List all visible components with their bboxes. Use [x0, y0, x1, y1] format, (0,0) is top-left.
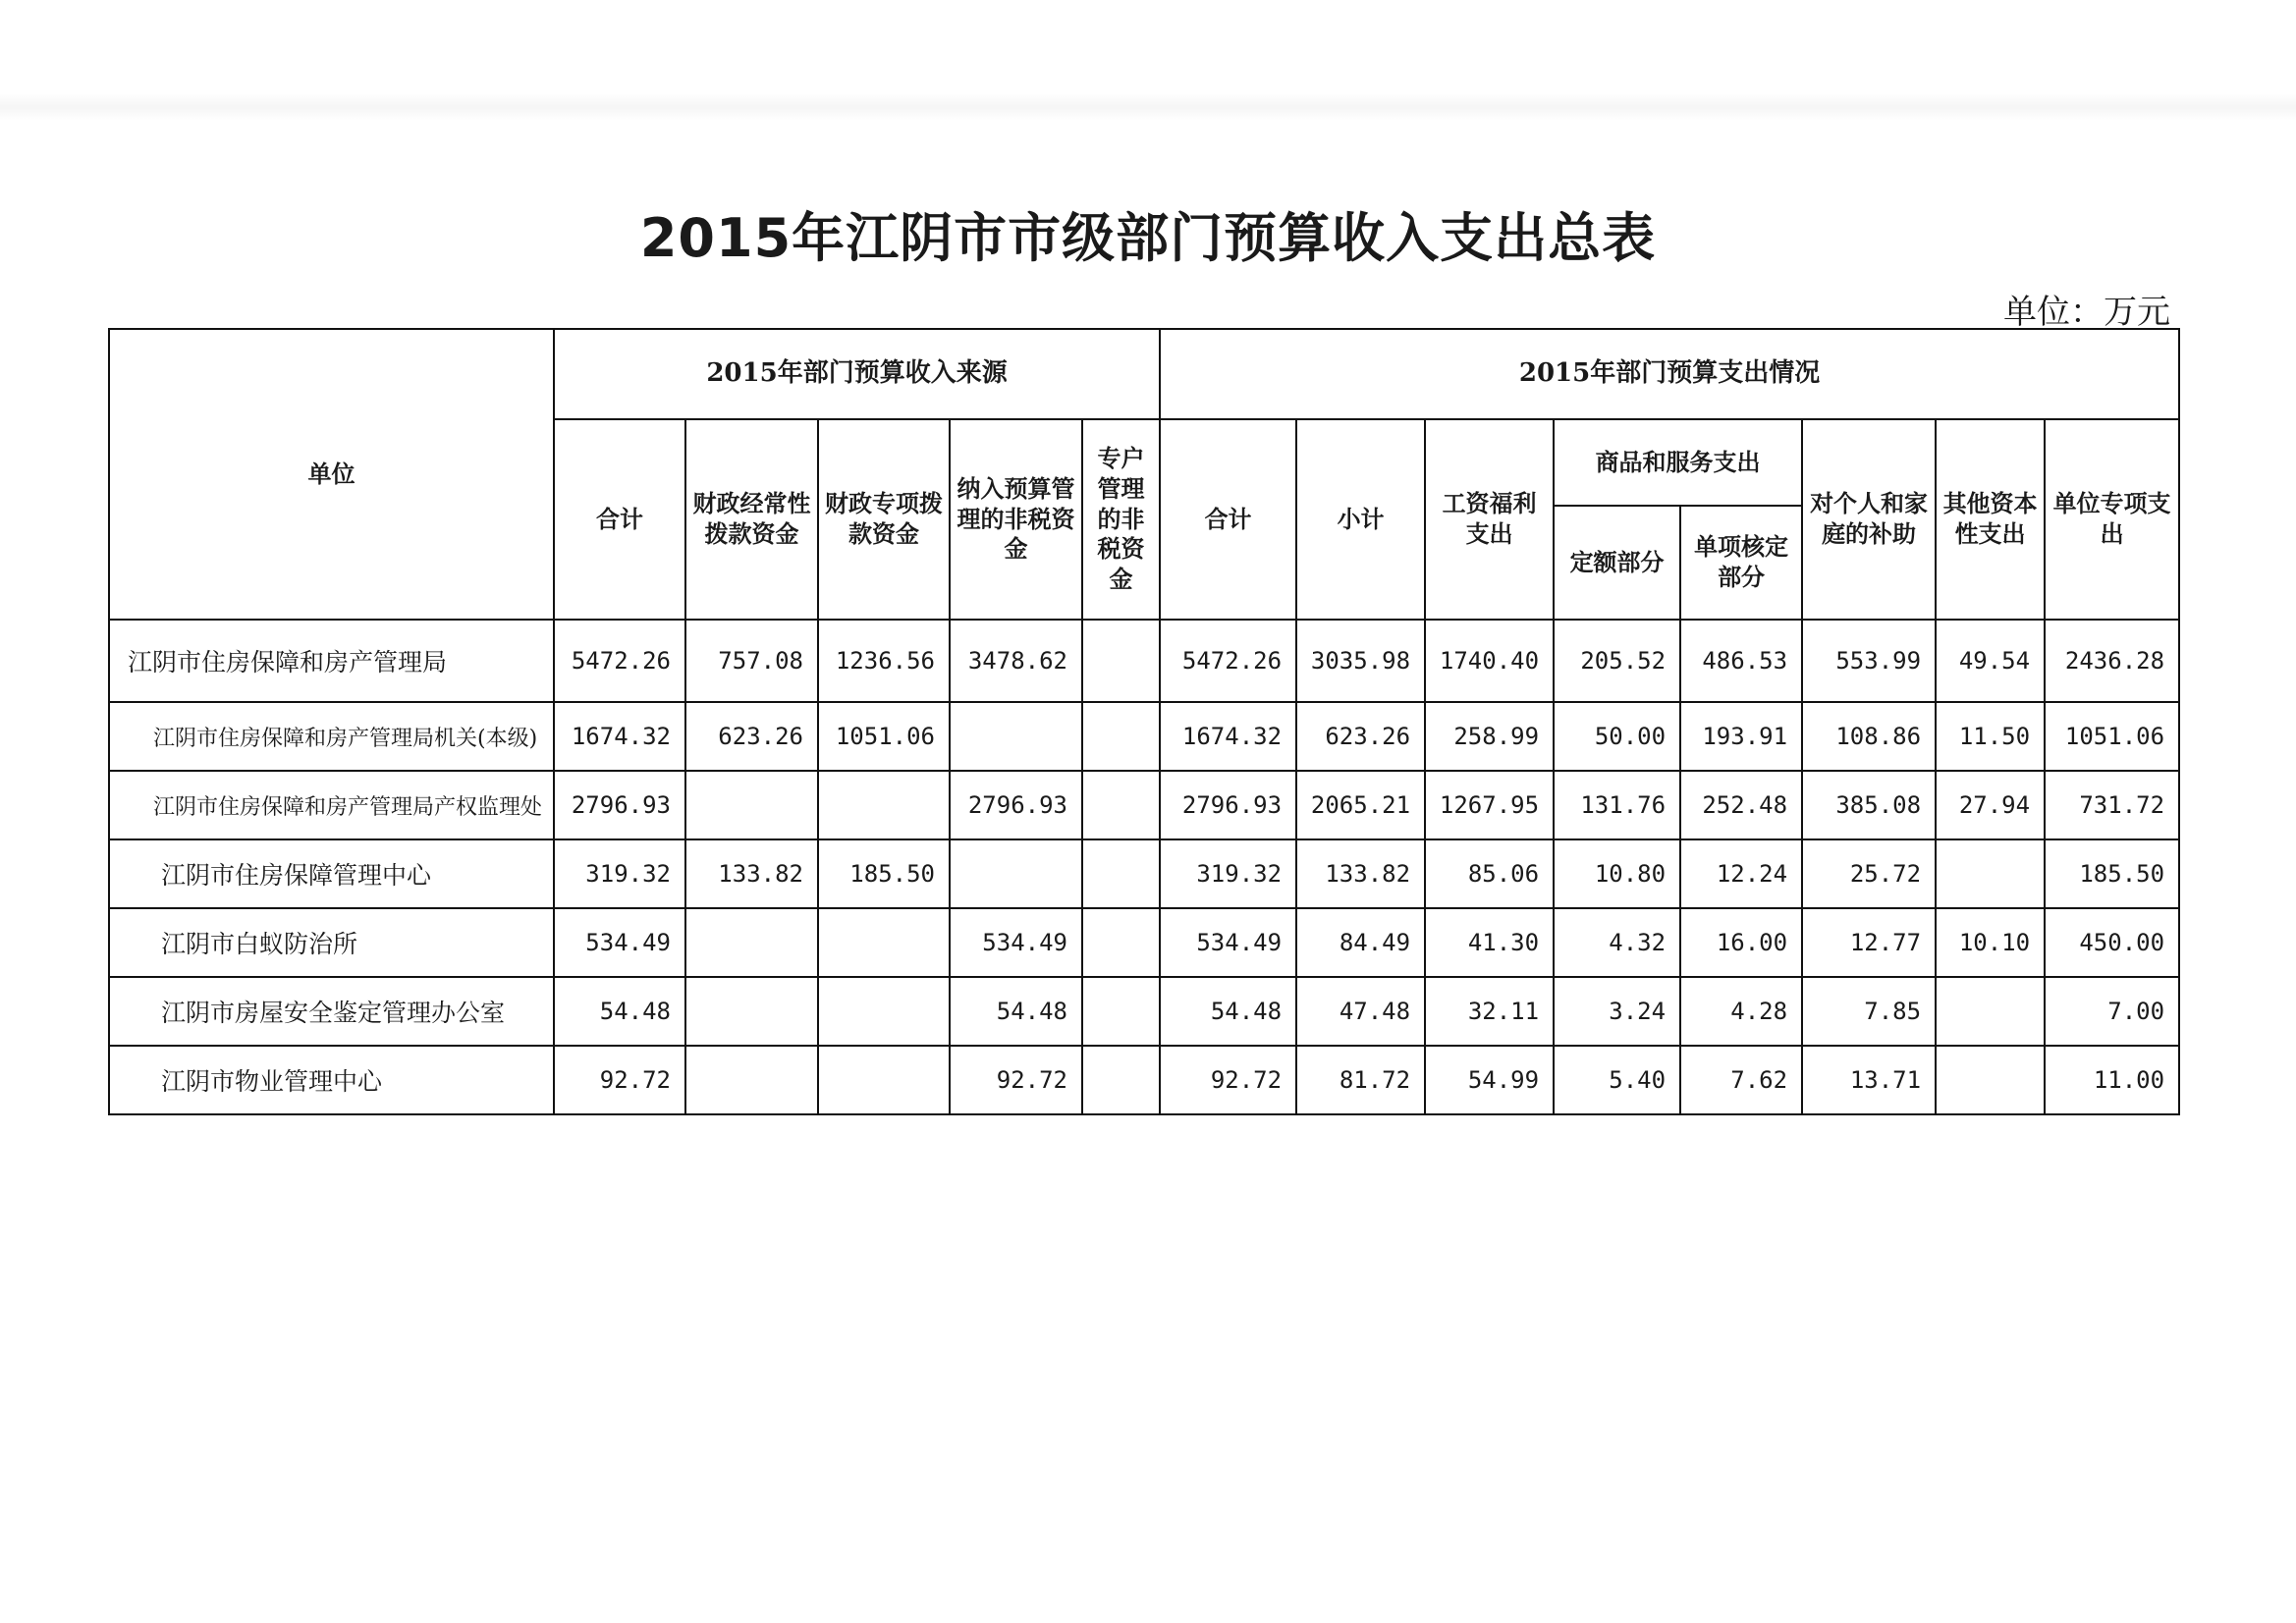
row-value-cell: [685, 1046, 818, 1114]
header-other-capital: 其他资本性支出: [1936, 419, 2045, 620]
row-value-cell: 553.99: [1802, 620, 1936, 702]
row-value-cell: 623.26: [1296, 702, 1425, 771]
row-unit-name: 江阴市房屋安全鉴定管理办公室: [109, 977, 554, 1046]
row-value-cell: 11.00: [2045, 1046, 2179, 1114]
row-value-cell: 2796.93: [950, 771, 1082, 839]
row-value-cell: 12.24: [1680, 839, 1802, 908]
row-value-cell: 54.48: [950, 977, 1082, 1046]
row-value-cell: [818, 908, 950, 977]
header-goods-single: 单项核定部分: [1680, 506, 1802, 620]
row-value-cell: [950, 702, 1082, 771]
row-value-cell: 4.32: [1554, 908, 1680, 977]
row-value-cell: 54.48: [554, 977, 685, 1046]
row-value-cell: [1082, 908, 1160, 977]
row-value-cell: 41.30: [1425, 908, 1554, 977]
header-expense-total: 合计: [1160, 419, 1296, 620]
header-income-special: 财政专项拨款资金: [818, 419, 950, 620]
row-unit-name: 江阴市住房保障和房产管理局机关(本级): [109, 702, 554, 771]
row-value-cell: [1082, 977, 1160, 1046]
row-value-cell: 54.99: [1425, 1046, 1554, 1114]
row-value-cell: 486.53: [1680, 620, 1802, 702]
header-wages: 工资福利支出: [1425, 419, 1554, 620]
row-value-cell: 133.82: [685, 839, 818, 908]
row-value-cell: 1740.40: [1425, 620, 1554, 702]
header-income-group: 2015年部门预算收入来源: [554, 329, 1160, 419]
row-value-cell: 5472.26: [554, 620, 685, 702]
header-income-regular: 财政经常性拨款资金: [685, 419, 818, 620]
row-value-cell: 623.26: [685, 702, 818, 771]
row-value-cell: 32.11: [1425, 977, 1554, 1046]
row-value-cell: 81.72: [1296, 1046, 1425, 1114]
row-value-cell: 1674.32: [1160, 702, 1296, 771]
row-value-cell: 1051.06: [2045, 702, 2179, 771]
row-value-cell: [1082, 771, 1160, 839]
row-value-cell: [685, 771, 818, 839]
row-value-cell: [1936, 839, 2045, 908]
row-value-cell: 47.48: [1296, 977, 1425, 1046]
row-value-cell: [1082, 1046, 1160, 1114]
row-value-cell: [1082, 620, 1160, 702]
header-personal: 对个人和家庭的补助: [1802, 419, 1936, 620]
header-goods-quota: 定额部分: [1554, 506, 1680, 620]
row-value-cell: 5472.26: [1160, 620, 1296, 702]
row-value-cell: 2436.28: [2045, 620, 2179, 702]
row-value-cell: 10.80: [1554, 839, 1680, 908]
row-value-cell: 193.91: [1680, 702, 1802, 771]
row-value-cell: 319.32: [1160, 839, 1296, 908]
row-unit-name: 江阴市住房保障和房产管理局产权监理处: [109, 771, 554, 839]
row-value-cell: 205.52: [1554, 620, 1680, 702]
row-value-cell: 131.76: [1554, 771, 1680, 839]
row-value-cell: 13.71: [1802, 1046, 1936, 1114]
row-value-cell: 3.24: [1554, 977, 1680, 1046]
row-unit-name: 江阴市白蚁防治所: [109, 908, 554, 977]
row-value-cell: 1267.95: [1425, 771, 1554, 839]
header-expense-subtotal: 小计: [1296, 419, 1425, 620]
row-value-cell: 5.40: [1554, 1046, 1680, 1114]
row-value-cell: 258.99: [1425, 702, 1554, 771]
row-value-cell: 534.49: [554, 908, 685, 977]
row-value-cell: 92.72: [554, 1046, 685, 1114]
row-value-cell: 27.94: [1936, 771, 2045, 839]
row-value-cell: 1051.06: [818, 702, 950, 771]
row-value-cell: 1674.32: [554, 702, 685, 771]
row-value-cell: [818, 771, 950, 839]
header-income-total: 合计: [554, 419, 685, 620]
row-value-cell: 7.62: [1680, 1046, 1802, 1114]
page-title: 2015年江阴市市级部门预算收入支出总表: [639, 207, 1657, 269]
row-value-cell: [818, 1046, 950, 1114]
row-value-cell: 252.48: [1680, 771, 1802, 839]
table-row: [109, 977, 2179, 1046]
row-value-cell: 54.48: [1160, 977, 1296, 1046]
budget-table: [108, 328, 2180, 1115]
row-value-cell: [685, 908, 818, 977]
row-value-cell: 10.10: [1936, 908, 2045, 977]
scan-edge-shadow: [0, 93, 2296, 121]
header-goods-services: 商品和服务支出: [1554, 419, 1802, 506]
header-income-nontax-budget: 纳入预算管理的非税资金: [950, 419, 1082, 620]
row-value-cell: [1936, 977, 2045, 1046]
row-value-cell: [1082, 839, 1160, 908]
row-value-cell: [685, 977, 818, 1046]
table-body: [109, 620, 2179, 1114]
row-unit-name: 江阴市物业管理中心: [109, 1046, 554, 1114]
row-value-cell: 84.49: [1296, 908, 1425, 977]
row-value-cell: 534.49: [1160, 908, 1296, 977]
row-value-cell: 2796.93: [554, 771, 685, 839]
row-unit-name: 江阴市住房保障和房产管理局: [109, 620, 554, 702]
row-value-cell: 319.32: [554, 839, 685, 908]
table-row: [109, 771, 2179, 839]
unit-label: 单位：万元: [2003, 293, 2170, 332]
row-value-cell: [1082, 702, 1160, 771]
row-value-cell: [818, 977, 950, 1046]
row-value-cell: 92.72: [1160, 1046, 1296, 1114]
row-value-cell: 3478.62: [950, 620, 1082, 702]
table-row: [109, 702, 2179, 771]
row-value-cell: 12.77: [1802, 908, 1936, 977]
row-value-cell: 92.72: [950, 1046, 1082, 1114]
row-unit-name: 江阴市住房保障管理中心: [109, 839, 554, 908]
row-value-cell: 3035.98: [1296, 620, 1425, 702]
row-value-cell: [1936, 1046, 2045, 1114]
header-unit: 单位: [109, 329, 554, 620]
table-row: [109, 620, 2179, 702]
row-value-cell: 731.72: [2045, 771, 2179, 839]
row-value-cell: 2065.21: [1296, 771, 1425, 839]
row-value-cell: 185.50: [818, 839, 950, 908]
row-value-cell: 2796.93: [1160, 771, 1296, 839]
row-value-cell: 185.50: [2045, 839, 2179, 908]
row-value-cell: 4.28: [1680, 977, 1802, 1046]
row-value-cell: 133.82: [1296, 839, 1425, 908]
row-value-cell: [950, 839, 1082, 908]
row-value-cell: 85.06: [1425, 839, 1554, 908]
table-row: [109, 839, 2179, 908]
header-income-nontax-account: 专户管理的非税资金: [1082, 419, 1160, 620]
row-value-cell: 49.54: [1936, 620, 2045, 702]
row-value-cell: 450.00: [2045, 908, 2179, 977]
row-value-cell: 16.00: [1680, 908, 1802, 977]
row-value-cell: 7.00: [2045, 977, 2179, 1046]
row-value-cell: 11.50: [1936, 702, 2045, 771]
row-value-cell: 108.86: [1802, 702, 1936, 771]
row-value-cell: 534.49: [950, 908, 1082, 977]
row-value-cell: 7.85: [1802, 977, 1936, 1046]
row-value-cell: 50.00: [1554, 702, 1680, 771]
row-value-cell: 1236.56: [818, 620, 950, 702]
table-row: [109, 908, 2179, 977]
row-value-cell: 757.08: [685, 620, 818, 702]
header-special: 单位专项支出: [2045, 419, 2179, 620]
row-value-cell: 25.72: [1802, 839, 1936, 908]
table-row: [109, 1046, 2179, 1114]
row-value-cell: 385.08: [1802, 771, 1936, 839]
header-expense-group: 2015年部门预算支出情况: [1160, 329, 2179, 419]
